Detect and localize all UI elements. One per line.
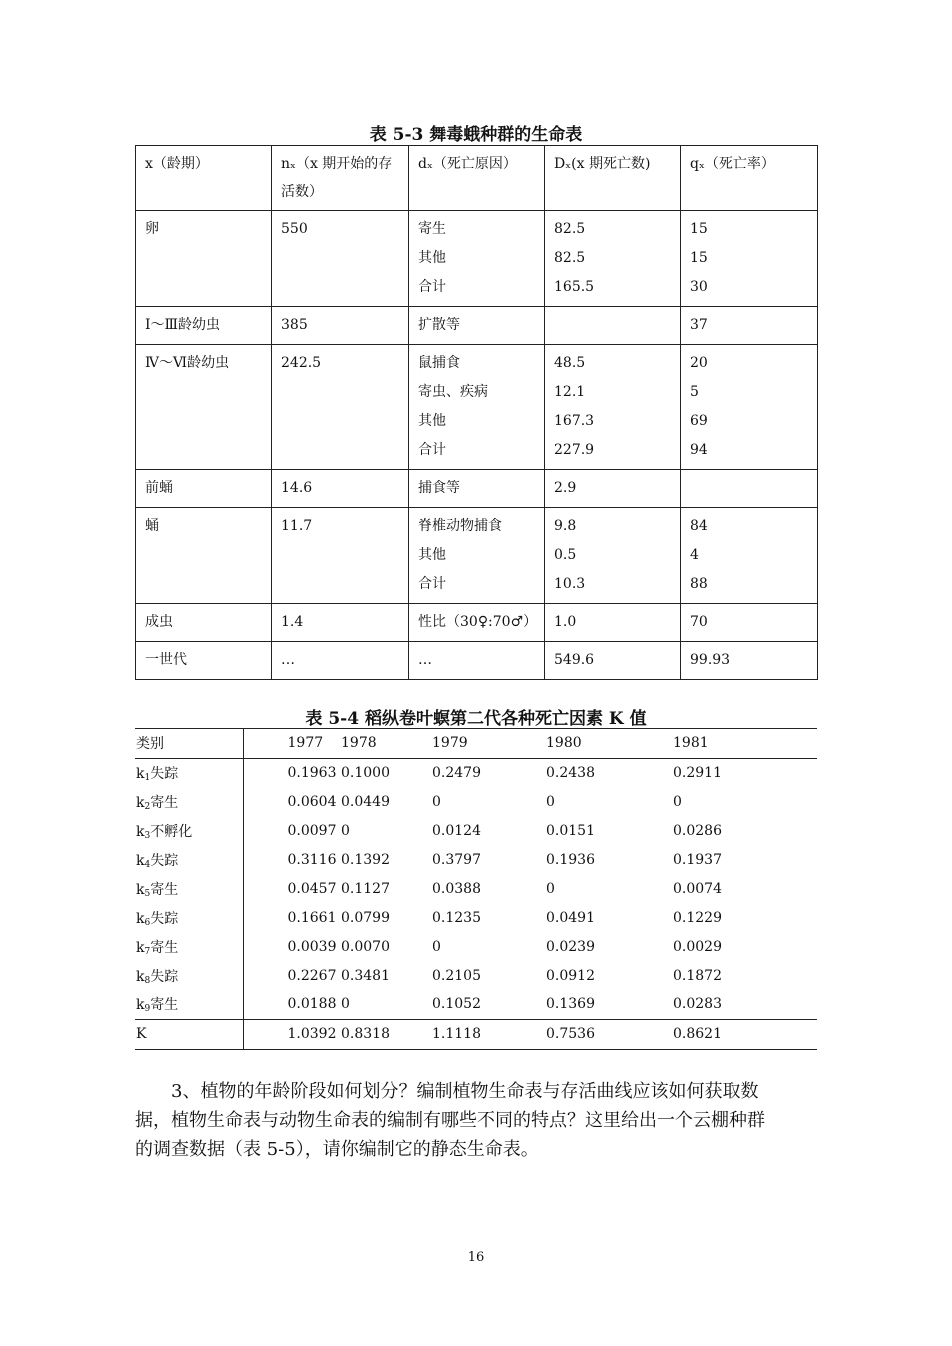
k-value-table-5-4	[135, 728, 817, 1050]
value-cell: 0.1937	[673, 852, 722, 868]
table-5-4-caption: 表 5-4 稻纵卷叶螟第二代各种死亡因素 K 值	[305, 709, 647, 729]
category-cell	[135, 903, 243, 932]
table-cell: 242.5	[272, 345, 409, 470]
table-cell	[409, 345, 545, 470]
table-row	[136, 345, 818, 470]
table-cell: 前蛹	[136, 470, 272, 508]
value-cell: 0.1963	[287, 765, 337, 782]
cell-line: 165.5	[554, 279, 595, 295]
value-cell: 0.3116	[287, 852, 337, 868]
table-row	[135, 932, 817, 961]
k-subscript: 9	[144, 1004, 151, 1015]
cell-line: 70	[690, 614, 708, 630]
table-cell: 一世代	[136, 642, 272, 680]
cell-line: 82.5	[554, 250, 586, 266]
page-number: 16	[467, 1250, 485, 1265]
year-header: 1980	[524, 729, 639, 759]
table-cell	[545, 307, 681, 345]
value-cell: 0.2479	[432, 765, 481, 782]
table-row	[135, 903, 817, 932]
value-cell: 0.0799	[341, 909, 390, 926]
header-cell: Dₓ(x 期死亡数)	[545, 146, 681, 211]
value-cell: 0.0151	[546, 823, 595, 840]
cell-line: 4	[690, 547, 699, 563]
value-cell: 0	[341, 823, 350, 840]
table-cell: 蛹	[136, 508, 272, 604]
cell-line	[554, 311, 672, 340]
k-symbol: k	[136, 910, 145, 927]
table-cell: 成虫	[136, 604, 272, 642]
value-cell: 0.2105	[432, 967, 481, 984]
value-cell: 0.1661	[287, 909, 337, 926]
table-row	[135, 846, 817, 875]
value-cell: 0.1000	[341, 765, 390, 782]
factor-name: 寄生	[150, 881, 179, 898]
k-symbol: k	[136, 881, 145, 898]
k-subscript: 3	[144, 831, 151, 842]
value-cell: 0.1235	[432, 909, 481, 926]
category-cell: K	[135, 1019, 243, 1049]
value-cell: 0	[546, 794, 555, 811]
value-cell: 0.0912	[546, 967, 595, 984]
cell-line: 15	[690, 221, 708, 237]
table-cell	[545, 211, 681, 307]
cell-line: 扩散等	[418, 317, 460, 333]
header-cell: dₓ（死亡原因）	[409, 146, 545, 211]
k-subscript: 5	[144, 888, 151, 899]
value-cell: 0.2267	[287, 967, 337, 984]
cell-line: 性比（30♀:70♂）	[418, 614, 538, 630]
k-symbol: k	[136, 824, 145, 841]
table-cell	[681, 211, 818, 307]
category-cell	[135, 846, 243, 875]
value-cell: 0	[432, 938, 441, 955]
value-cell: 0.2438	[546, 765, 595, 782]
table-cell	[409, 642, 545, 680]
cell-line: 9.8	[554, 518, 577, 534]
factor-name: 失踪	[150, 853, 179, 869]
table-cell	[681, 307, 818, 345]
value-cell: 0.0039	[287, 938, 337, 955]
table-row	[136, 642, 818, 680]
value-cell: 0.0449	[341, 794, 390, 811]
table-row	[135, 961, 817, 990]
cell-line: 99.93	[690, 652, 731, 668]
table-header-row	[135, 729, 817, 759]
table-cell	[409, 604, 545, 642]
cell-line: 鼠捕食	[418, 355, 460, 371]
question-paragraph	[135, 1077, 817, 1164]
year-header: 1977	[243, 729, 337, 759]
cell-line: 227.9	[554, 442, 595, 458]
value-cell: 0.1127	[341, 880, 390, 897]
value-cell: 0.0604	[287, 794, 337, 811]
table-row	[136, 604, 818, 642]
cell-line: 84	[690, 518, 708, 534]
table-header-row	[136, 146, 818, 211]
value-cell: 0.1872	[673, 967, 722, 984]
header-cell: nₓ（x 期开始的存活数）	[272, 146, 409, 211]
k-symbol: k	[136, 795, 145, 812]
year-header: 1978	[337, 729, 418, 759]
table-cell	[409, 508, 545, 604]
category-cell	[135, 932, 243, 961]
value-cell: 0.0097	[287, 823, 337, 840]
k-symbol: k	[136, 853, 145, 869]
table-cell: 卵	[136, 211, 272, 307]
table-row	[136, 307, 818, 345]
cell-line: 2.9	[554, 480, 577, 496]
table-row	[135, 874, 817, 903]
value-cell: 0.2911	[673, 765, 722, 782]
cell-line: 1.0	[554, 614, 577, 630]
table-cell	[681, 604, 818, 642]
value-cell: 0	[432, 794, 441, 811]
factor-name: 寄生	[150, 997, 179, 1014]
cell-line: 捕食等	[418, 480, 460, 496]
value-cell: 0.0388	[432, 880, 481, 897]
value-cell: 0	[546, 880, 555, 897]
factor-name: 不孵化	[150, 824, 193, 841]
value-cell: 0.0283	[673, 996, 722, 1013]
cell-line: 48.5	[554, 355, 586, 371]
k-subscript: 8	[144, 975, 151, 986]
factor-name: 失踪	[150, 968, 179, 985]
cell-line: 37	[690, 317, 708, 333]
table-cell	[545, 470, 681, 508]
category-cell	[135, 788, 243, 817]
table-row	[135, 758, 817, 787]
value-cell: 0.0124	[432, 823, 481, 840]
cell-line: …	[418, 652, 432, 668]
table-cell	[681, 642, 818, 680]
table-row	[136, 211, 818, 307]
table-cell: …	[272, 642, 409, 680]
value-cell: 0.0029	[673, 938, 722, 955]
value-cell: 0.1052	[432, 996, 481, 1013]
value-cell: 0	[341, 996, 350, 1013]
cell-line	[690, 474, 809, 503]
table-cell: 550	[272, 211, 409, 307]
value-cell: 0.0188	[287, 996, 337, 1013]
value-cell: 0.7536	[524, 1019, 639, 1049]
value-cell: 0.1369	[546, 996, 595, 1013]
cell-line: 寄生	[418, 221, 446, 237]
cell-line: 69	[690, 413, 708, 429]
value-cell: 0.3797	[432, 852, 481, 868]
table-cell	[545, 345, 681, 470]
k-symbol: k	[136, 997, 145, 1014]
paragraph-line: 的调查数据（表 5-5），请你编制它的静态生命表。	[135, 1139, 539, 1160]
table-cell: 14.6	[272, 470, 409, 508]
value-cell: 0.8318	[337, 1019, 418, 1049]
cell-line: 167.3	[554, 413, 595, 429]
category-cell	[135, 817, 243, 846]
cell-line: 88	[690, 576, 708, 592]
header-cell: x（龄期）	[136, 146, 272, 211]
value-cell: 1.1118	[418, 1019, 524, 1049]
table-row	[136, 470, 818, 508]
cell-line: 20	[690, 355, 708, 371]
value-cell: 0.3481	[341, 967, 390, 984]
cell-line: 脊椎动物捕食	[418, 518, 502, 534]
value-cell: 0.0239	[546, 938, 595, 955]
table-row	[135, 788, 817, 817]
k-subscript: 7	[144, 946, 151, 957]
factor-name: 失踪	[150, 910, 179, 927]
k-subscript: 2	[144, 802, 151, 813]
paragraph-line: 3、植物的年龄阶段如何划分？编制植物生命表与存活曲线应该如何获取数	[171, 1081, 759, 1102]
total-k-row	[135, 1019, 817, 1049]
k-symbol: k	[136, 968, 145, 985]
value-cell: 0.1392	[341, 852, 390, 868]
cell-line: 寄虫、疾病	[418, 384, 488, 400]
value-cell: 0.8621	[639, 1019, 817, 1049]
value-cell: 0.0070	[341, 938, 390, 955]
category-cell	[135, 874, 243, 903]
header-cell: qₓ（死亡率）	[681, 146, 818, 211]
table-5-3-caption: 表 5-3 舞毒蛾种群的生命表	[369, 125, 583, 145]
cell-line: 合计	[418, 442, 446, 458]
factor-name: 寄生	[150, 939, 179, 956]
life-table-5-3	[135, 145, 818, 680]
category-cell	[135, 961, 243, 990]
paragraph-line: 据，植物生命表与动物生命表的编制有哪些不同的特点？这里给出一个云棚种群	[135, 1110, 765, 1131]
cell-line: 12.1	[554, 384, 586, 400]
cell-line: 10.3	[554, 576, 586, 592]
table-cell	[681, 508, 818, 604]
table-cell	[681, 470, 818, 508]
cell-line: 82.5	[554, 221, 586, 237]
value-cell: 1.0392	[243, 1019, 337, 1049]
table-cell	[545, 508, 681, 604]
table-cell	[545, 642, 681, 680]
value-cell: 0.0286	[673, 823, 722, 840]
cell-line: 549.6	[554, 652, 595, 668]
cell-line: 94	[690, 442, 708, 458]
value-cell: 0.0457	[287, 880, 337, 897]
table-cell: 11.7	[272, 508, 409, 604]
value-cell: 0.0491	[546, 909, 595, 926]
table-cell: 385	[272, 307, 409, 345]
category-cell	[135, 758, 243, 787]
k-symbol: k	[136, 939, 145, 956]
category-header: 类别	[135, 729, 243, 759]
table-cell	[545, 604, 681, 642]
cell-line: 5	[690, 384, 699, 400]
value-cell: 0.1936	[546, 852, 595, 868]
table-cell: 1.4	[272, 604, 409, 642]
year-header: 1981	[639, 729, 817, 759]
cell-line: 15	[690, 250, 708, 266]
cell-line: 0.5	[554, 547, 577, 563]
k-symbol: k	[136, 766, 145, 783]
table-row	[135, 817, 817, 846]
value-cell: 0.0074	[673, 880, 722, 897]
table-cell: Ⅰ～Ⅲ龄幼虫	[136, 307, 272, 345]
table-cell: Ⅳ～Ⅵ龄幼虫	[136, 345, 272, 470]
value-cell: 0	[673, 794, 682, 811]
value-cell: 0.1229	[673, 909, 722, 926]
year-header: 1979	[418, 729, 524, 759]
table-row	[136, 508, 818, 604]
table-cell	[409, 211, 545, 307]
k-subscript: 4	[144, 860, 151, 870]
factor-name: 寄生	[150, 795, 179, 812]
cell-line: 合计	[418, 576, 446, 592]
k-subscript: 1	[144, 773, 151, 784]
cell-line: 其他	[418, 250, 446, 266]
cell-line: 30	[690, 279, 708, 295]
cell-line: 合计	[418, 279, 446, 295]
cell-line: 其他	[418, 547, 446, 563]
cell-line: 其他	[418, 413, 446, 429]
table-cell	[409, 307, 545, 345]
factor-name: 失踪	[150, 766, 179, 783]
table-row	[135, 990, 817, 1019]
category-cell	[135, 990, 243, 1019]
table-cell	[681, 345, 818, 470]
table-cell	[409, 470, 545, 508]
k-subscript: 6	[144, 917, 151, 928]
